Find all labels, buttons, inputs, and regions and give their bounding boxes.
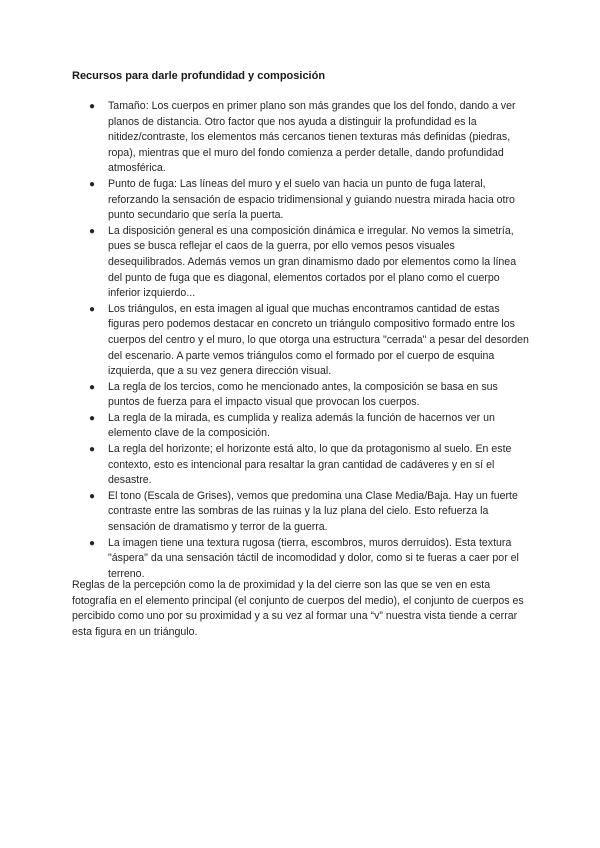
list-item	[72, 99, 530, 177]
list-item	[72, 442, 530, 489]
list-item	[72, 224, 530, 302]
list-item-text: La regla de los tercios, como he mencionado antes, la composición se basa en sus puntos de fuerza para el impacto visual que provocan los cuerpos.	[108, 380, 498, 409]
bullet-list	[72, 99, 530, 582]
bullet-icon: ●	[89, 444, 96, 456]
list-item-text: Punto de fuga: Las líneas del muro y el suelo van hacia un punto de fuga lateral, reforzando la sensación de espacio tridimensional y guiando nuestra mirada hacia otro punto secundario que sería la puerta.	[108, 177, 515, 222]
bullet-icon: ●	[89, 101, 96, 112]
list-item-text: La imagen tiene una textura rugosa (tierra, escombros, muros derruidos). Esta textura "áspera" da una sensación táctil de incomodidad y dolor, como si te fueras a caer por el terreno.	[108, 536, 519, 580]
document-title: Recursos para darle profundidad y composición	[72, 70, 326, 82]
list-item	[72, 411, 530, 442]
bullet-icon: ●	[89, 225, 96, 237]
list-item-text: La disposición general es una composición dinámica e irregular. No vemos la simetría, pues se busca reflejar el caos de la guerra, por ello vemos pesos visuales desequilibrados. Además vemos un gran dinamismo dado por elementos como la línea del punto de fuga que es diagonal, elementos cortados por el plano como el cuerpo inferior izquierdo...	[108, 224, 517, 300]
list-item-text: Los triángulos, en esta imagen al igual que muchas encontramos cantidad de estas figuras pero podemos destacar en concreto un triángulo compositivo formado entre los cuerpos del centro y el muro, lo que otorga una estructura "cerrada" a pesar del desorden del escenario. A parte vemos triángulos como el formado por el cuerpo de esquina izquierda, que a su vez genera dirección visual.	[108, 302, 529, 378]
closing-paragraph: Reglas de la percepción como la de proximidad y la del cierre son las que se ven en esta fotografía en el elemento principal (el conjunto de cuerpos del medio), el conjunto de cuerpos es percibido como uno por su proximidad y a su vez al formar una “v” nuestra vista tiende a cerrar esta figura en un triángulo.	[72, 579, 524, 638]
bullet-icon: ●	[89, 490, 96, 502]
list-item	[72, 177, 530, 224]
list-item	[72, 302, 530, 380]
list-item	[72, 380, 530, 411]
bullet-icon: ●	[89, 537, 96, 549]
list-item-text: La regla del horizonte; el horizonte está alto, lo que da protagonismo al suelo. En este contexto, esto es intencional para resaltar la gran cantidad de cadáveres y en sí el desastre.	[108, 443, 512, 487]
list-item-text: Tamaño: Los cuerpos en primer plano son más grandes que los del fondo, dando a ver planos de distancia. Otro factor que nos ayuda a distinguir la profundidad es la nitidez/contraste, los elementos más cercanos tienen texturas más definidas (piedras, ropa), mientras que el muro del fondo comienza a perder detalle, dando profundidad atmosférica.	[108, 100, 516, 175]
bullet-icon: ●	[89, 381, 96, 393]
list-item	[72, 536, 530, 583]
list-item-text: El tono (Escala de Grises), vemos que predomina una Clase Media/Baja. Hay un fuerte contraste entre las sombras de las ruinas y la luz plana del cielo. Esto refuerza la sensación de dramatismo y terror de la guerra.	[108, 489, 518, 534]
list-item-text: La regla de la mirada, es cumplida y realiza además la función de hacernos ver un elemento clave de la composición.	[108, 411, 495, 440]
bullet-icon: ●	[89, 178, 96, 190]
bullet-icon: ●	[89, 303, 96, 315]
list-item	[72, 489, 530, 536]
bullet-icon: ●	[89, 412, 96, 424]
